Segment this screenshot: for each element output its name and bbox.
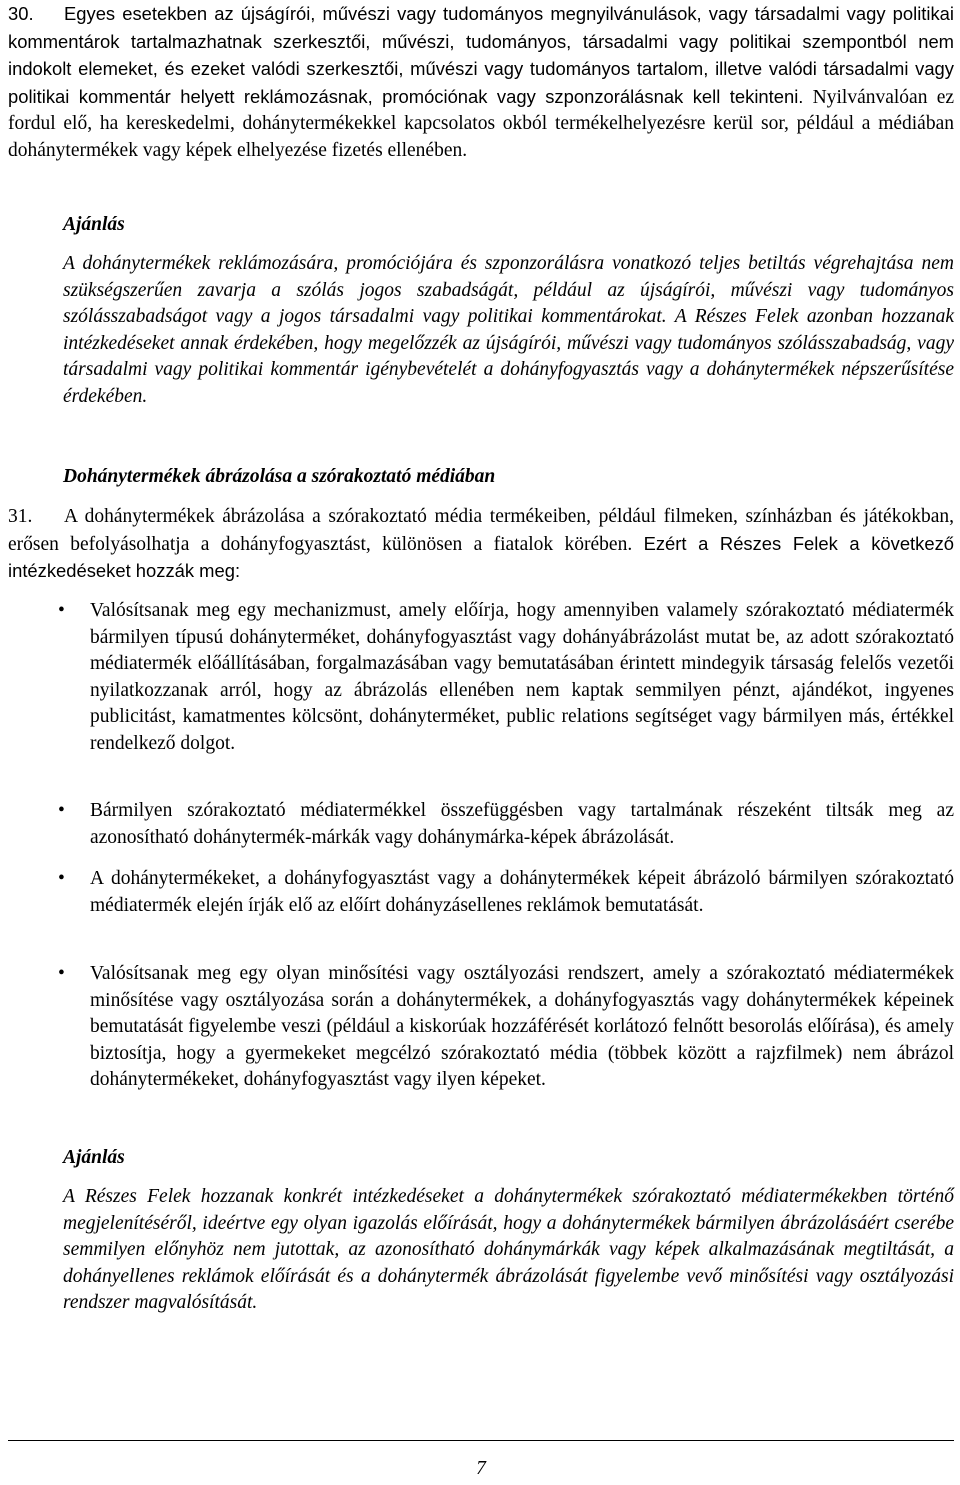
bullet-icon: • xyxy=(58,963,65,984)
footer-divider xyxy=(8,1440,954,1441)
recommendation-heading-2: Ajánlás xyxy=(63,1147,125,1168)
measures-list-2 xyxy=(52,798,954,851)
paragraph-number: 31. xyxy=(8,506,33,527)
measures-list-4 xyxy=(52,961,954,1094)
bullet-icon: • xyxy=(58,800,65,821)
list-item-text: Valósítsanak meg egy mechanizmust, amely előírja, hogy amennyiben valamely szórakoztató médiatermék bármilyen típusú dohányterméket, dohányfogyasztást vagy dohányábrázolást mutat be, az adott szórakoztató médiatermék előállításában, forgalmazásában vagy bemutatásában érintett mindegyik társaság felelős vezetői nyilatkozzanak arról, hogy az ábrázolás ellenében nem kaptak semmilyen pénzt, ajándékot, ingyenes publicitást, kamatmentes kölcsönt, dohányterméket, public relations segítséget vagy bármilyen más, értékkel rendelkező dolgot. xyxy=(90,600,954,754)
list-item xyxy=(52,798,954,851)
bullet-icon: • xyxy=(58,868,65,889)
list-item xyxy=(52,961,954,1094)
paragraph-31-sans-text: Ezért a Részes Felek a következő intézkedéseket hozzák meg: xyxy=(8,532,954,582)
paragraph-30-serif-text: Nyilvánvalóan ez fordul elő, ha kereskedelmi, dohánytermékekkel kapcsolatos okból termékelhelyezésre kerül sor, például a médiában dohánytermékek vagy képek elhelyezése fizetés ellenében. xyxy=(8,86,955,161)
bullet-icon: • xyxy=(58,600,65,621)
recommendation-text xyxy=(63,251,954,411)
paragraph-number: 30. xyxy=(8,3,34,24)
recommendation-text-part-1: A dohánytermékek reklámozására, promóciójára és szponzorálásra vonatkozó teljes betiltás végrehajtása nem szükségszerűen zavarja a szólás jogos szabadságát, például az újságírói, művészi vagy tudományos szólásszabadságot vagy a jogos társadalmi vagy politikai kommentárokat. xyxy=(63,253,954,328)
measures-list xyxy=(52,598,954,758)
list-item-text: Valósítsanak meg egy olyan minősítési vagy osztályozási rendszert, amely a szórakoztató médiatermékek minősítése vagy osztályozása során a dohánytermékek, a dohányfogyasztás vagy dohánytermékek képeinek bemutatását figyelembe veszi (például a kiskorúak hozzáférését korlátozó felnőtt besorolás előírása), és amely biztosítja, hogy a gyermekeket megcélzó szórakoztató média (többek között a rajzfilmek) nem ábrázol dohánytermékeket, dohányfogyasztást vagy ilyen képeket. xyxy=(90,963,954,1091)
paragraph-30-sans-text: Egyes esetekben az újságírói, művészi vagy tudományos megnyilvánulások, vagy társadalmi vagy politikai kommentárok tartalmazhatnak szerkesztői, művészi, tudományos, társadalmi vagy politikai szempontból nem indokolt elemeket, és ezeket valódi szerkesztői, művészi vagy tudományos tartalom, illetve valódi társadalmi vagy politikai kommentár helyett reklámozásnak, promóciónak vagy szponzorálásnak kell tekinteni. xyxy=(8,3,954,107)
recommendation-text-2: A Részes Felek hozzanak konkrét intézkedéseket a dohánytermékek szórakoztató médiatermékekben történő megjelenítéséről, ideértve egy olyan igazolás előírását, hogy a dohánytermékek bármilyen ábrázolásáért cserébe semmilyen előnyhöz nem jutottak, az azonosítható dohánymárkák vagy képek alkalmazásának megtiltását, a dohányellenes reklámok előírását és a dohánytermék ábrázolását figyelembe vevő minősítési vagy osztályozási rendszer magvalósítását. xyxy=(63,1186,954,1314)
recommendation-heading: Ajánlás xyxy=(63,214,125,235)
list-item-text: Bármilyen szórakoztató médiatermékkel összefüggésben vagy tartalmának részeként tiltsák meg az azonosítható dohánytermék-márkák vagy dohánymárka-képek ábrázolását. xyxy=(90,800,954,848)
paragraph-31 xyxy=(8,504,954,586)
paragraph-31-text: A dohánytermékek ábrázolása a szórakoztató média termékeiben, például filmeken, színházban és játékokban, erősen befolyásolhatja a dohányfogyasztást, különösen a fiatalok körében. xyxy=(8,506,954,555)
list-item-text: A dohánytermékeket, a dohányfogyasztást vagy a dohánytermékek képeit ábrázoló bármilyen szórakoztató médiatermék elején írják elő az előírt dohányzásellenes reklámok bemutatását. xyxy=(90,868,954,916)
page-number: 7 xyxy=(476,1458,486,1479)
recommendation-text-part-2: A Részes Felek azonban hozzanak intézkedéseket annak érdekében, hogy megelőzzék az újságírói, művészi vagy tudományos szólásszabadság, vagy társadalmi vagy politikai kommentár igénybevételét a dohányfogyasztás vagy a dohánytermékek népszerűsítése érdekében. xyxy=(63,306,954,407)
list-item xyxy=(52,866,954,919)
measures-list-3 xyxy=(52,866,954,919)
list-item xyxy=(52,598,954,758)
paragraph-30 xyxy=(8,1,954,165)
section-heading: Dohánytermékek ábrázolása a szórakoztató médiában xyxy=(63,466,496,487)
